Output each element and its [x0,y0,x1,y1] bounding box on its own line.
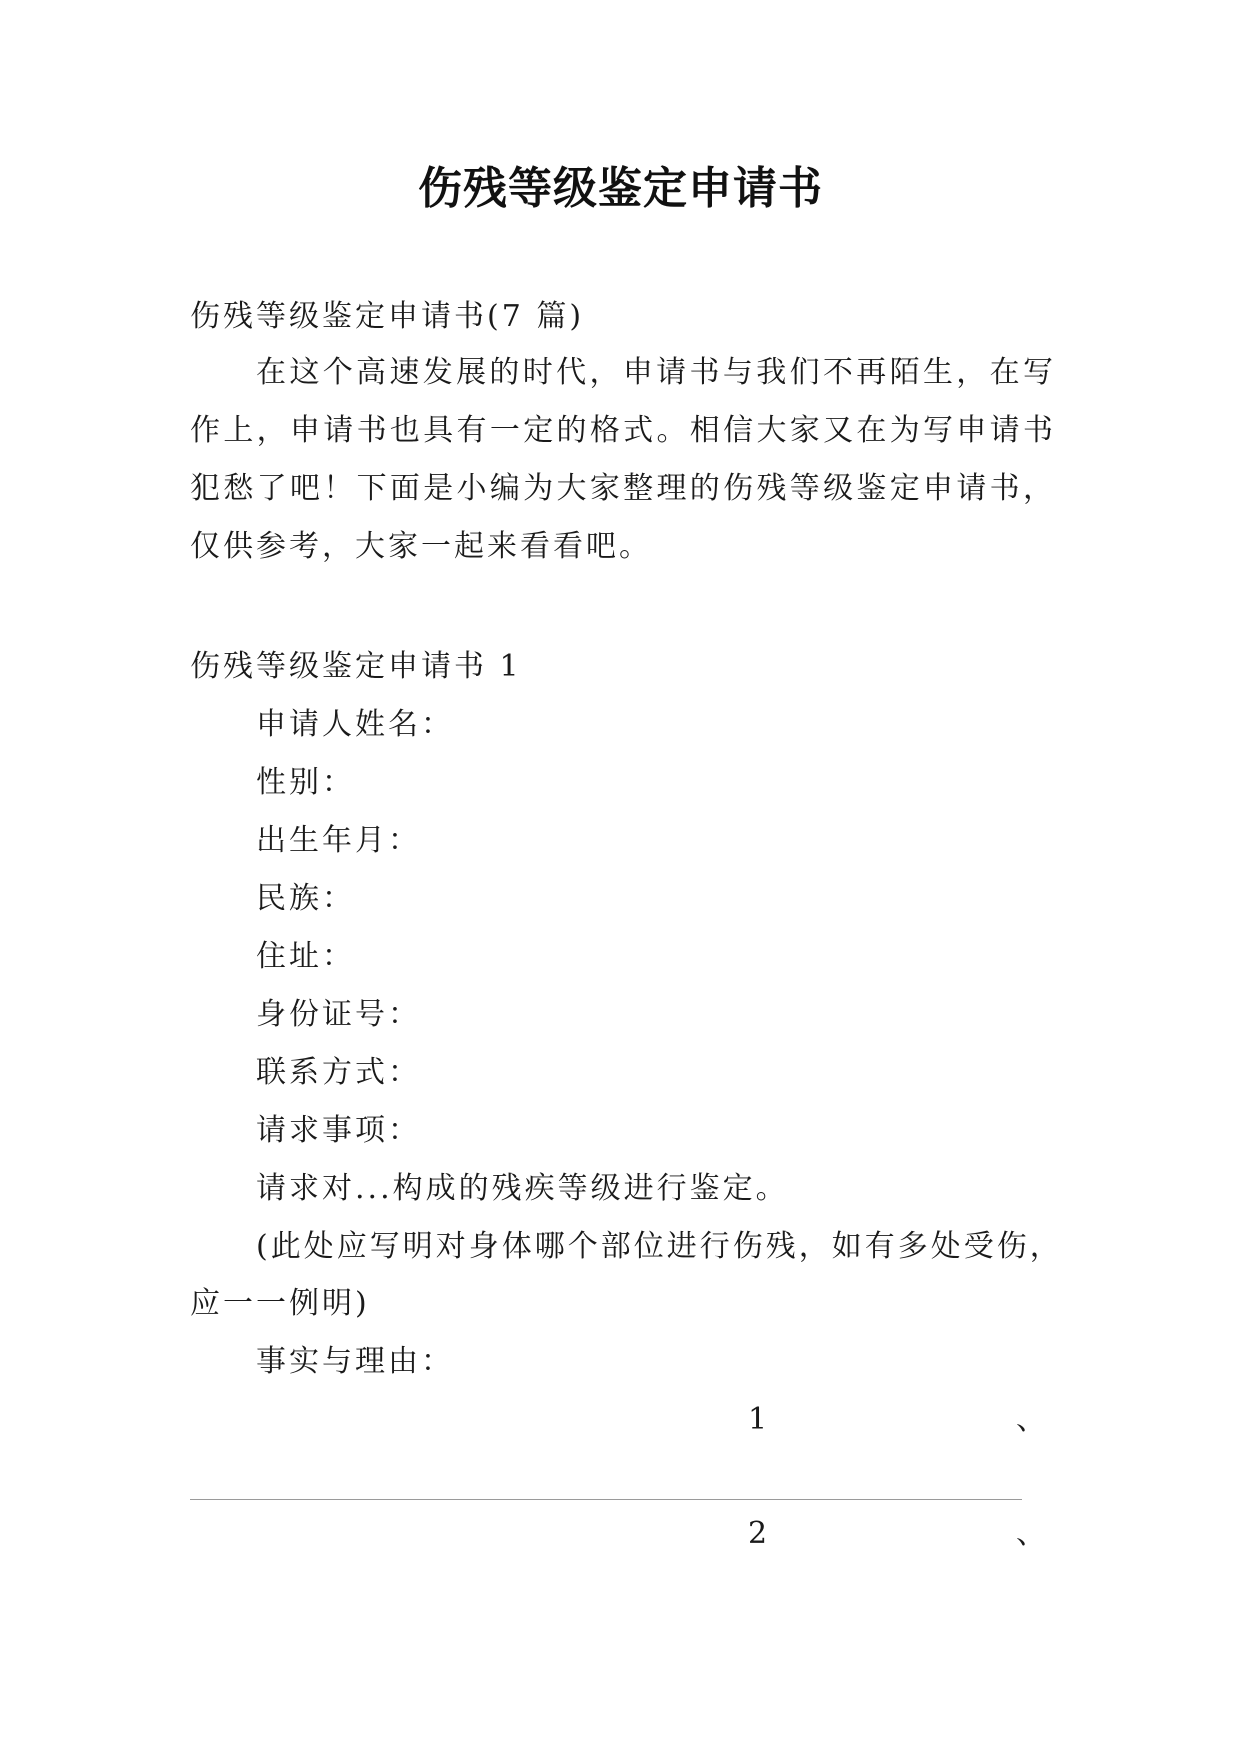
field-applicant-name: 申请人姓名： [256,707,454,742]
fill-in-underline [190,1499,1022,1500]
item-mark-1: 、 [1016,1402,1046,1437]
item-number-1: 1 [748,1402,768,1437]
field-address: 住址： [256,939,355,974]
document-subtitle: 伤残等级鉴定申请书(7 篇) [190,299,585,334]
intro-paragraph: 在这个高速发展的时代，申请书与我们不再陌生，在写作上，申请书也具有一定的格式。相信大家又在为写申请书犯愁了吧！下面是小编为大家整理的伤残等级鉴定申请书，仅供参考，大家一起来看看吧。 [190,355,1056,564]
field-ethnicity: 民族： [256,881,355,916]
request-text: 请求对...构成的残疾等级进行鉴定。 [256,1171,789,1206]
field-birth-date: 出生年月： [256,823,421,858]
document-title: 伤残等级鉴定申请书 [418,163,823,214]
field-gender: 性别： [256,765,355,800]
item-mark-2: 、 [1016,1516,1046,1551]
note-line-1: (此处应写明对身体哪个部位进行伤残，如有多处受伤， [256,1229,1063,1264]
field-request-items: 请求事项： [256,1113,421,1148]
note-line-2: 应一一例明) [190,1286,370,1321]
field-id-number: 身份证号： [256,997,421,1032]
section-heading: 伤残等级鉴定申请书 1 [190,649,522,684]
field-contact: 联系方式： [256,1055,421,1090]
facts-label: 事实与理由： [256,1344,454,1379]
item-number-2: 2 [748,1516,768,1551]
